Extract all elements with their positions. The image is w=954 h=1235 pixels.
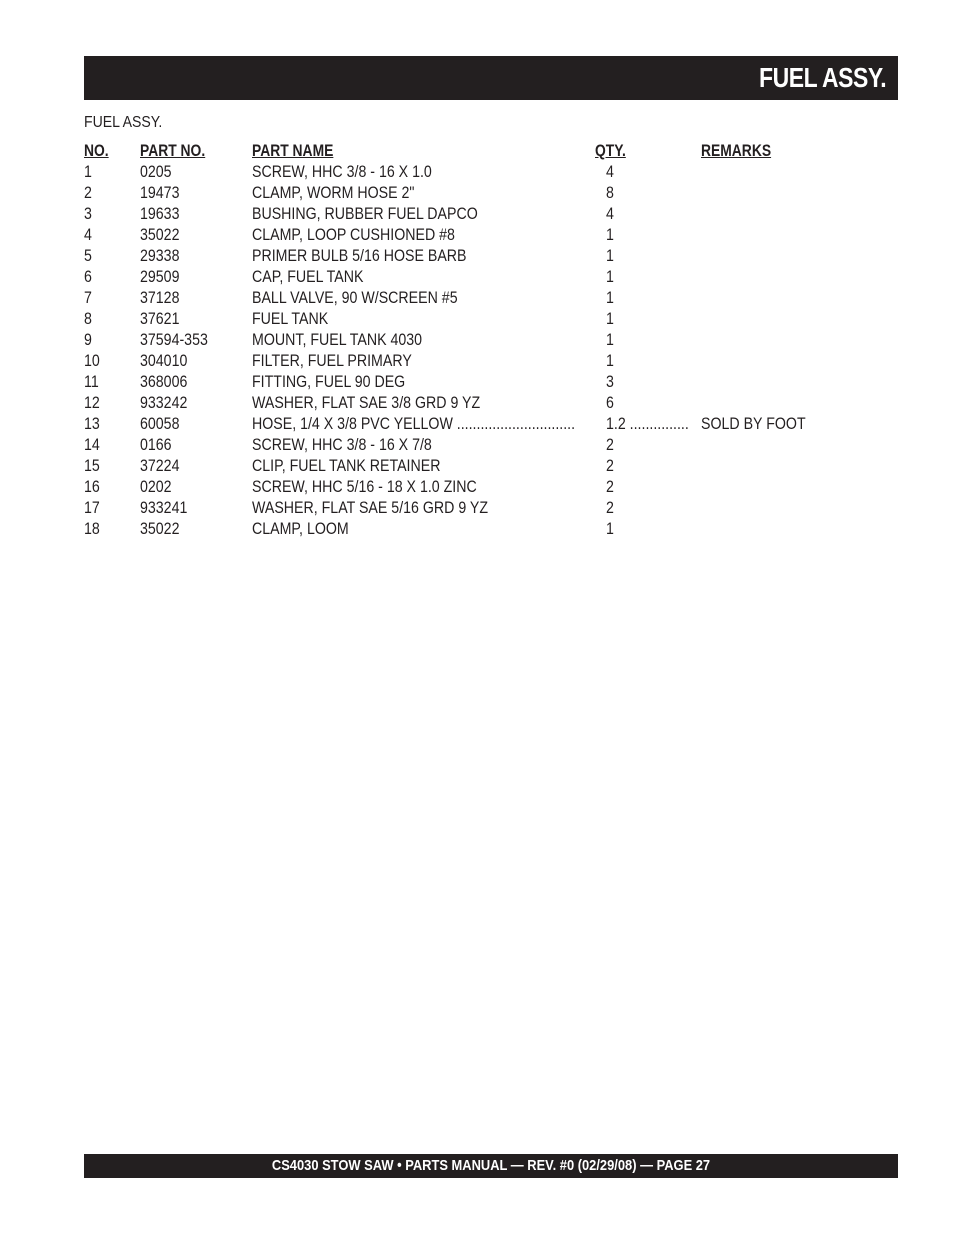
- footer-text: CS4030 STOW SAW • PARTS MANUAL — REV. #0 (02/29/08) — PAGE 27: [271, 1157, 711, 1174]
- cell-part-name: BALL VALVE, 90 W/SCREEN #5: [252, 289, 458, 307]
- cell-no: 2: [84, 184, 92, 202]
- cell-part-no: 35022: [140, 520, 180, 538]
- header-bar: [84, 56, 898, 100]
- cell-no: 13: [84, 415, 100, 433]
- cell-no: 15: [84, 457, 100, 475]
- cell-part-no: 368006: [140, 373, 188, 391]
- cell-qty: 2: [606, 457, 614, 475]
- cell-part-name: SCREW, HHC 5/16 - 18 X 1.0 ZINC: [252, 478, 477, 496]
- cell-part-no: 37128: [140, 289, 180, 307]
- table-row: [84, 435, 898, 456]
- cell-part-no: 0202: [140, 478, 172, 496]
- cell-qty: 2: [606, 436, 614, 454]
- column-header-part-name: PART NAME: [252, 142, 334, 160]
- cell-part-no: 29338: [140, 247, 180, 265]
- cell-no: 9: [84, 331, 92, 349]
- cell-qty: 1: [606, 289, 614, 307]
- cell-part-name: FUEL TANK: [252, 310, 329, 328]
- cell-part-no: 37224: [140, 457, 180, 475]
- column-header-qty: QTY.: [595, 142, 626, 160]
- column-header-remarks: REMARKS: [701, 142, 772, 160]
- column-header-no: NO.: [84, 142, 109, 160]
- table-row: [84, 330, 898, 351]
- table-row: [84, 204, 898, 225]
- parts-table: [84, 141, 898, 540]
- cell-no: 17: [84, 499, 100, 517]
- cell-qty: 8: [606, 184, 614, 202]
- cell-qty: 1: [606, 310, 614, 328]
- cell-remarks: SOLD BY FOOT: [701, 415, 806, 433]
- cell-part-name: CLAMP, LOOP CUSHIONED #8: [252, 226, 455, 244]
- table-row: [84, 246, 898, 267]
- cell-qty: 1: [606, 268, 614, 286]
- cell-part-no: 37621: [140, 310, 180, 328]
- cell-qty: 1: [606, 331, 614, 349]
- cell-qty: 1: [606, 226, 614, 244]
- footer-bar: [84, 1154, 898, 1178]
- cell-part-name: WASHER, FLAT SAE 5/16 GRD 9 YZ: [252, 499, 489, 517]
- table-row: [84, 477, 898, 498]
- table-row: [84, 456, 898, 477]
- cell-part-name: SCREW, HHC 3/8 - 16 X 1.0: [252, 163, 432, 181]
- cell-no: 11: [84, 373, 99, 391]
- cell-qty: 4: [606, 205, 614, 223]
- page-title: FUEL ASSY.: [758, 62, 886, 93]
- cell-no: 3: [84, 205, 92, 223]
- table-row: [84, 288, 898, 309]
- cell-part-no: 933241: [140, 499, 188, 517]
- cell-no: 14: [84, 436, 100, 454]
- cell-no: 8: [84, 310, 92, 328]
- cell-part-name: CLIP, FUEL TANK RETAINER: [252, 457, 441, 475]
- cell-part-name: HOSE, 1/4 X 3/8 PVC YELLOW ..............................: [252, 415, 576, 433]
- cell-part-name: PRIMER BULB 5/16 HOSE BARB: [252, 247, 467, 265]
- cell-part-name: MOUNT, FUEL TANK 4030: [252, 331, 423, 349]
- table-row: [84, 393, 898, 414]
- cell-qty: 3: [606, 373, 614, 391]
- cell-part-no: 0166: [140, 436, 172, 454]
- cell-part-name: WASHER, FLAT SAE 3/8 GRD 9 YZ: [252, 394, 481, 412]
- cell-qty: 2: [606, 499, 614, 517]
- cell-part-no: 933242: [140, 394, 188, 412]
- table-row: [84, 267, 898, 288]
- cell-qty: 1: [606, 247, 614, 265]
- cell-part-name: SCREW, HHC 3/8 - 16 X 7/8: [252, 436, 432, 454]
- cell-no: 6: [84, 268, 92, 286]
- cell-no: 18: [84, 520, 100, 538]
- cell-part-name: BUSHING, RUBBER FUEL DAPCO: [252, 205, 478, 223]
- cell-qty: 1: [606, 352, 614, 370]
- cell-part-no: 35022: [140, 226, 180, 244]
- cell-qty: 6: [606, 394, 614, 412]
- table-row: [84, 372, 898, 393]
- table-row: [84, 162, 898, 183]
- cell-no: 12: [84, 394, 100, 412]
- table-row: [84, 183, 898, 204]
- cell-qty: 2: [606, 478, 614, 496]
- cell-qty: 4: [606, 163, 614, 181]
- cell-part-no: 29509: [140, 268, 180, 286]
- cell-part-name: FITTING, FUEL 90 DEG: [252, 373, 406, 391]
- cell-part-no: 19633: [140, 205, 180, 223]
- cell-no: 4: [84, 226, 92, 244]
- table-row: [84, 309, 898, 330]
- cell-part-name: CAP, FUEL TANK: [252, 268, 364, 286]
- cell-part-no: 304010: [140, 352, 188, 370]
- table-row: [84, 498, 898, 519]
- cell-part-no: 37594-353: [140, 331, 208, 349]
- cell-part-no: 0205: [140, 163, 172, 181]
- table-row: [84, 519, 898, 540]
- cell-part-no: 60058: [140, 415, 180, 433]
- cell-no: 10: [84, 352, 100, 370]
- cell-part-name: FILTER, FUEL PRIMARY: [252, 352, 412, 370]
- cell-no: 5: [84, 247, 92, 265]
- column-header-part-no: PART NO.: [140, 142, 206, 160]
- cell-no: 7: [84, 289, 92, 307]
- cell-qty: 1: [606, 520, 614, 538]
- cell-part-name: CLAMP, LOOM: [252, 520, 349, 538]
- table-body: [84, 162, 898, 540]
- section-label: FUEL ASSY.: [84, 114, 163, 131]
- cell-part-name: CLAMP, WORM HOSE 2": [252, 184, 415, 202]
- table-row: [84, 414, 898, 435]
- cell-no: 16: [84, 478, 100, 496]
- table-row: [84, 225, 898, 246]
- table-header-row: [84, 141, 898, 162]
- cell-no: 1: [84, 163, 92, 181]
- cell-part-no: 19473: [140, 184, 180, 202]
- table-row: [84, 351, 898, 372]
- cell-qty: 1.2 ...............: [606, 415, 689, 433]
